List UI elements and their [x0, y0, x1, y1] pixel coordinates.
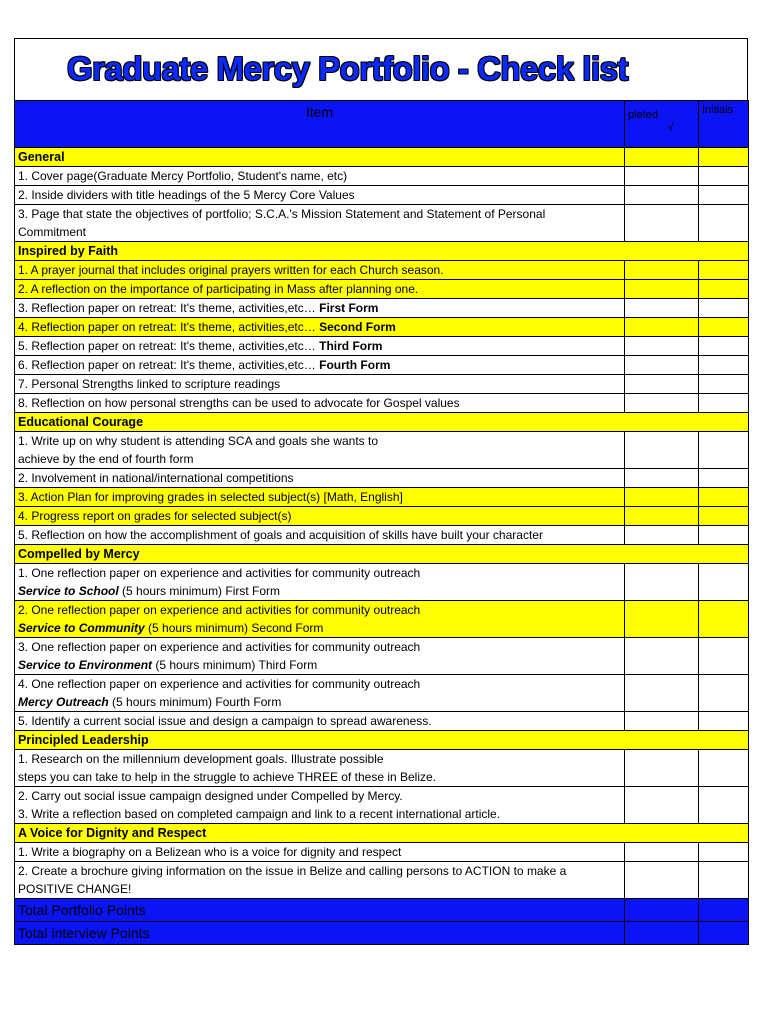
total-portfolio-points-row: [15, 899, 749, 922]
item-text: 5. Identify a current social issue and design a campaign to spread awareness.: [18, 714, 432, 728]
initials-cell[interactable]: [699, 375, 749, 394]
initials-cell[interactable]: [699, 899, 749, 922]
item-service-type: Service to Community: [18, 621, 145, 635]
section-title: Educational Courage: [15, 413, 749, 432]
item-text: 4. Progress report on grades for selected subject(s): [18, 509, 292, 523]
item-hours-note: (5 hours minimum): [108, 695, 216, 709]
item-text: 2. Involvement in national/international competitions: [18, 471, 294, 485]
item-cell: [15, 507, 625, 526]
initials-cell[interactable]: [699, 337, 749, 356]
completed-cell[interactable]: [625, 638, 699, 675]
checklist-row: [15, 280, 749, 299]
item-text-line1: 1. One reflection paper on experience and activities for community outreach: [18, 566, 421, 580]
checklist-row: [15, 299, 749, 318]
section-title: A Voice for Dignity and Respect: [15, 824, 749, 843]
completed-cell[interactable]: [625, 432, 699, 469]
item-service-type: Mercy Outreach: [18, 695, 109, 709]
item-cell: [15, 712, 625, 731]
section-title: Principled Leadership: [15, 731, 749, 750]
total-label: Total interview Points: [15, 922, 625, 945]
total-interview-points-row: [15, 922, 749, 945]
checklist-row: [15, 337, 749, 356]
item-form-level: Second Form: [251, 621, 324, 635]
header-completed-label: pleted: [628, 109, 658, 121]
checklist-row: [15, 601, 749, 638]
completed-cell[interactable]: [625, 862, 699, 899]
item-text: 5. Reflection paper on retreat: It's theme, activities,etc…: [18, 339, 320, 353]
completed-cell[interactable]: [625, 787, 699, 824]
initials-cell[interactable]: [699, 862, 749, 899]
completed-cell[interactable]: [625, 750, 699, 787]
item-cell: [15, 601, 625, 638]
checklist-row: [15, 564, 749, 601]
checklist-row: [15, 261, 749, 280]
initials-cell[interactable]: [699, 787, 749, 824]
completed-cell[interactable]: [625, 337, 699, 356]
completed-cell[interactable]: [625, 299, 699, 318]
item-text: 1. A prayer journal that includes original prayers written for each Church season.: [18, 263, 444, 277]
completed-cell[interactable]: [625, 394, 699, 413]
item-text-line1: 2. Carry out social issue campaign designed under Compelled by Mercy.: [18, 789, 403, 803]
completed-cell[interactable]: [625, 186, 699, 205]
completed-cell[interactable]: [625, 205, 699, 242]
item-text-line1: 2. Create a brochure giving information on the issue in Belize and calling persons to ACTION to make a: [18, 864, 567, 878]
initials-cell[interactable]: [699, 261, 749, 280]
completed-cell[interactable]: [625, 899, 699, 922]
item-text: 1. Write a biography on a Belizean who is a voice for dignity and respect: [18, 845, 402, 859]
item-form-level: First Form: [225, 584, 281, 598]
checklist-row: [15, 675, 749, 712]
item-text-line2: achieve by the end of fourth form: [18, 452, 194, 466]
initials-cell[interactable]: [699, 148, 749, 167]
checklist-row: [15, 488, 749, 507]
completed-cell[interactable]: [625, 261, 699, 280]
item-text: 6. Reflection paper on retreat: It's theme, activities,etc…: [18, 358, 320, 372]
item-text-line2: 3. Write a reflection based on completed campaign and link to a recent international article.: [18, 807, 501, 821]
item-text: 4. Reflection paper on retreat: It's theme, activities,etc…: [18, 320, 320, 334]
checklist-row: [15, 750, 749, 787]
initials-cell[interactable]: [699, 280, 749, 299]
checklist-table: [14, 100, 749, 945]
header-initials: Initials: [699, 101, 749, 148]
section-header-row: [15, 731, 749, 750]
completed-cell[interactable]: [625, 469, 699, 488]
initials-cell[interactable]: [699, 601, 749, 638]
item-text-line1: 2. One reflection paper on experience and activities for community outreach: [18, 603, 421, 617]
initials-cell[interactable]: [699, 186, 749, 205]
item-cell: [15, 638, 625, 675]
item-text: 3. Action Plan for improving grades in selected subject(s) [Math, English]: [18, 490, 403, 504]
table-header-row: [15, 101, 749, 148]
item-form-level: Fourth Form: [319, 358, 391, 372]
item-form-level: Fourth Form: [215, 695, 282, 709]
completed-cell[interactable]: [625, 488, 699, 507]
completed-cell[interactable]: [625, 843, 699, 862]
checklist-row: [15, 638, 749, 675]
item-text-line1: 4. One reflection paper on experience and activities for community outreach: [18, 677, 421, 691]
checklist-row: [15, 394, 749, 413]
section-header-row: [15, 148, 749, 167]
checklist-row: [15, 205, 749, 242]
completed-cell[interactable]: [625, 712, 699, 731]
section-header-row: [15, 242, 749, 261]
checklist-row: [15, 712, 749, 731]
item-text-line2: POSITIVE CHANGE!: [18, 882, 132, 896]
item-form-level: Second Form: [319, 320, 396, 334]
checklist-row: [15, 787, 749, 824]
item-text-line1: 1. Write up on why student is attending SCA and goals she wants to: [18, 434, 378, 448]
completed-cell[interactable]: [625, 148, 699, 167]
item-service-type: Service to School: [18, 584, 119, 598]
initials-cell[interactable]: [699, 488, 749, 507]
section-title: General: [15, 148, 625, 167]
item-cell: [15, 675, 625, 712]
item-form-level: Third Form: [258, 658, 318, 672]
section-title: Compelled by Mercy: [15, 545, 749, 564]
item-text: 3. Reflection paper on retreat: It's theme, activities,etc…: [18, 301, 320, 315]
item-text-line2: Commitment: [18, 225, 87, 239]
initials-cell[interactable]: [699, 750, 749, 787]
item-text-line2: steps you can take to help in the struggle to achieve THREE of these in Belize.: [18, 770, 437, 784]
page-title: Graduate Mercy Portfolio - Check list: [67, 50, 628, 87]
item-text: 8. Reflection on how personal strengths can be used to advocate for Gospel values: [18, 396, 460, 410]
item-cell: [15, 205, 625, 242]
item-text: 5. Reflection on how the accomplishment of goals and acquisition of skills have built your character: [18, 528, 543, 542]
initials-cell[interactable]: [699, 675, 749, 712]
checklist-row: [15, 375, 749, 394]
header-item: Item: [15, 101, 625, 148]
item-cell: [15, 356, 625, 375]
item-cell: [15, 186, 625, 205]
item-cell: [15, 787, 625, 824]
item-hours-note: (5 hours minimum): [118, 584, 226, 598]
checklist-row: [15, 526, 749, 545]
item-text-line1: 3. Page that state the objectives of portfolio; S.C.A.'s Mission Statement and Statement of Personal: [18, 207, 546, 221]
initials-cell[interactable]: [699, 922, 749, 945]
item-text-line1: 1. Research on the millennium development goals. Illustrate possible: [18, 752, 384, 766]
initials-cell[interactable]: [699, 469, 749, 488]
item-cell: [15, 394, 625, 413]
completed-cell[interactable]: [625, 922, 699, 945]
initials-cell[interactable]: [699, 356, 749, 375]
checklist-row: [15, 507, 749, 526]
item-hours-note: (5 hours minimum): [144, 621, 252, 635]
item-service-type: Service to Environment: [18, 658, 153, 672]
item-text: 1. Cover page(Graduate Mercy Portfolio, Student's name, etc): [18, 169, 348, 183]
item-cell: [15, 750, 625, 787]
section-header-row: [15, 545, 749, 564]
section-title: Inspired by Faith: [15, 242, 749, 261]
initials-cell[interactable]: [699, 318, 749, 337]
initials-cell[interactable]: [699, 299, 749, 318]
section-header-row: [15, 824, 749, 843]
total-label: Total Portfolio Points: [15, 899, 625, 922]
checklist-row: [15, 186, 749, 205]
completed-cell[interactable]: [625, 564, 699, 601]
initials-cell[interactable]: [699, 394, 749, 413]
completed-cell[interactable]: [625, 526, 699, 545]
item-form-level: First Form: [319, 301, 379, 315]
initials-cell[interactable]: [699, 638, 749, 675]
completed-cell[interactable]: [625, 507, 699, 526]
item-text: 7. Personal Strengths linked to scripture readings: [18, 377, 281, 391]
initials-cell[interactable]: [699, 843, 749, 862]
item-cell: [15, 526, 625, 545]
item-cell: [15, 488, 625, 507]
check-mark-icon: √: [667, 121, 674, 133]
checklist-row: [15, 167, 749, 186]
item-cell: [15, 564, 625, 601]
section-header-row: [15, 413, 749, 432]
checklist-row: [15, 862, 749, 899]
header-completed: [625, 101, 699, 148]
completed-cell[interactable]: [625, 318, 699, 337]
item-cell: [15, 375, 625, 394]
completed-cell[interactable]: [625, 356, 699, 375]
checklist-row: [15, 356, 749, 375]
checklist-row: [15, 843, 749, 862]
item-text-line1: 3. One reflection paper on experience and activities for community outreach: [18, 640, 421, 654]
completed-cell[interactable]: [625, 601, 699, 638]
checklist-row: [15, 318, 749, 337]
item-text: 2. A reflection on the importance of participating in Mass after planning one.: [18, 282, 419, 296]
item-cell: [15, 432, 625, 469]
item-text: 2. Inside dividers with title headings of the 5 Mercy Core Values: [18, 188, 355, 202]
initials-cell[interactable]: [699, 432, 749, 469]
checklist-sheet: [14, 38, 748, 945]
completed-cell[interactable]: [625, 280, 699, 299]
initials-cell[interactable]: [699, 564, 749, 601]
checklist-row: [15, 469, 749, 488]
checklist-row: [15, 432, 749, 469]
completed-cell[interactable]: [625, 167, 699, 186]
title-row: [14, 38, 748, 101]
item-cell: [15, 469, 625, 488]
initials-cell[interactable]: [699, 205, 749, 242]
item-cell: [15, 862, 625, 899]
item-cell: [15, 318, 625, 337]
item-cell: [15, 299, 625, 318]
item-cell: [15, 261, 625, 280]
item-cell: [15, 843, 625, 862]
initials-cell[interactable]: [699, 526, 749, 545]
completed-cell[interactable]: [625, 375, 699, 394]
item-hours-note: (5 hours minimum): [152, 658, 259, 672]
item-cell: [15, 337, 625, 356]
completed-cell[interactable]: [625, 675, 699, 712]
item-form-level: Third Form: [319, 339, 383, 353]
initials-cell[interactable]: [699, 712, 749, 731]
initials-cell[interactable]: [699, 167, 749, 186]
item-cell: [15, 167, 625, 186]
item-cell: [15, 280, 625, 299]
initials-cell[interactable]: [699, 507, 749, 526]
